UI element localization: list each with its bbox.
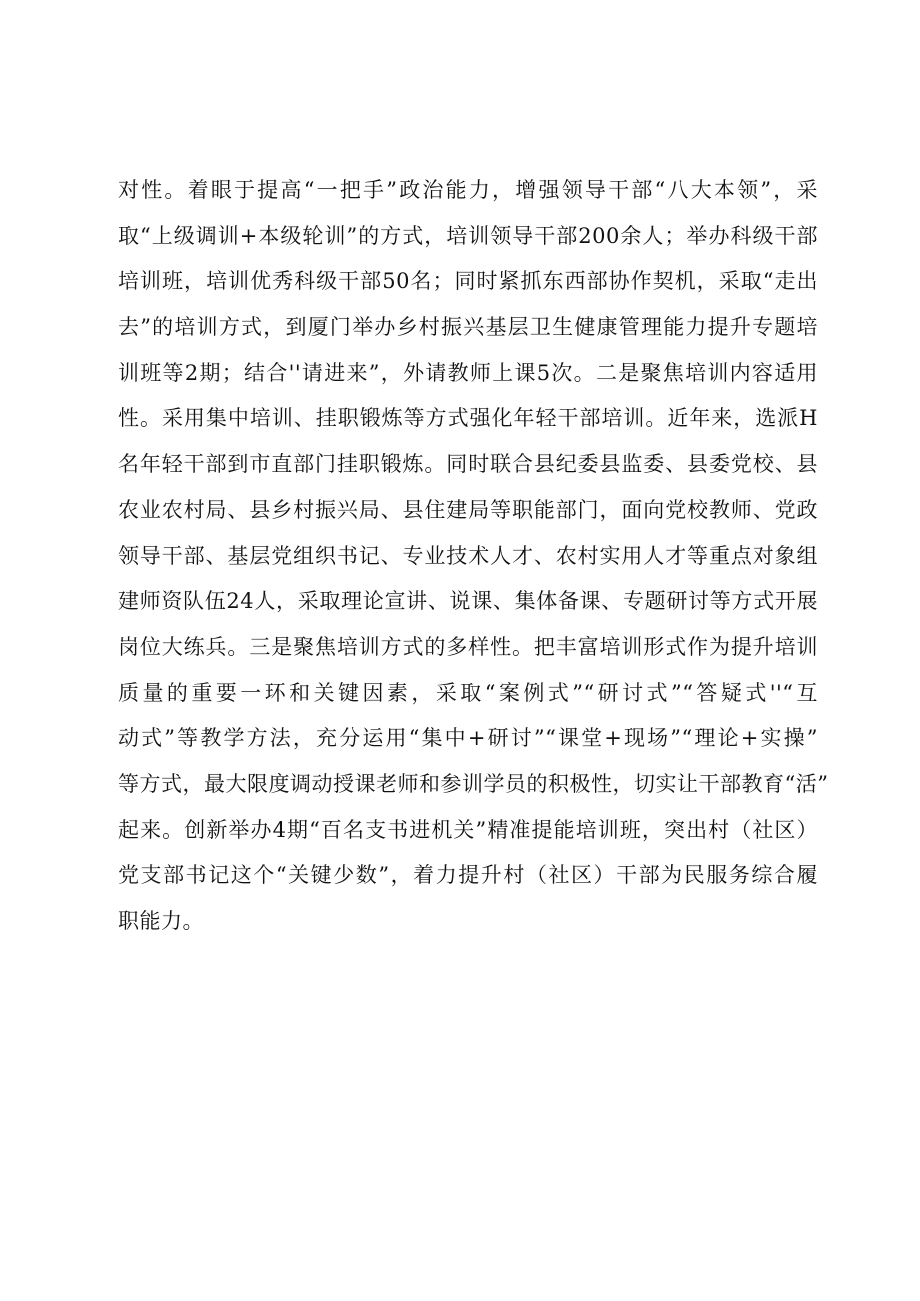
text-line: 对性。着眼于提高“一把手”政治能力，增强领导干部“八大本领”，采: [118, 178, 818, 202]
text-line: 培训班，培训优秀科级干部50名；同时紧抓东西部协作契机，采取“走出: [118, 269, 818, 294]
text-line: 岗位大练兵。三是聚焦培训方式的多样性。把丰富培训形式作为提升培训: [118, 634, 818, 659]
text-line: 领导干部、基层党组织书记、专业技术人才、农村实用人才等重点对象组: [118, 543, 818, 568]
text-line: 去”的培训方式，到厦门举办乡村振兴基层卫生健康管理能力提升专题培: [118, 315, 818, 340]
text-line: 等方式，最大限度调动授课老师和参训学员的积极性，切实让干部教育“活”: [118, 771, 829, 796]
text-line: 动式”等教学方法，充分运用“集中+研讨”“课堂+现场”“理论+实操”: [118, 726, 818, 751]
text-line: 性。采用集中培训、挂职锻炼等方式强化年轻干部培训。近年来，选派H: [118, 406, 818, 431]
text-line-last: 职能力。: [118, 909, 204, 933]
text-line: 农业农村局、县乡村振兴局、县住建局等职能部门，面向党校教师、党政: [118, 497, 818, 522]
text-line: 建师资队伍24人，采取理论宣讲、说课、集体备课、专题研讨等方式开展: [118, 589, 818, 614]
text-line: 取“上级调训+本级轮训”的方式，培训领导干部200余人；举办科级干部: [118, 223, 818, 248]
text-line: 名年轻干部到市直部门挂职锻炼。同时联合县纪委县监委、县委党校、县: [118, 452, 818, 477]
text-line: 起来。创新举办4期“百名支书进机关”精准提能培训班，突出村（社区）: [118, 817, 818, 842]
text-line: 党支部书记这个“关键少数”，着力提升村（社区）干部为民服务综合履: [118, 863, 818, 888]
text-line: 训班等2期；结合''请进来”，外请教师上课5次。二是聚焦培训内容适用: [118, 360, 818, 385]
body-paragraph: [118, 168, 829, 945]
text-line: 质量的重要一环和关键因素，采取“案例式”“研讨式”“答疑式''“互: [118, 680, 818, 705]
